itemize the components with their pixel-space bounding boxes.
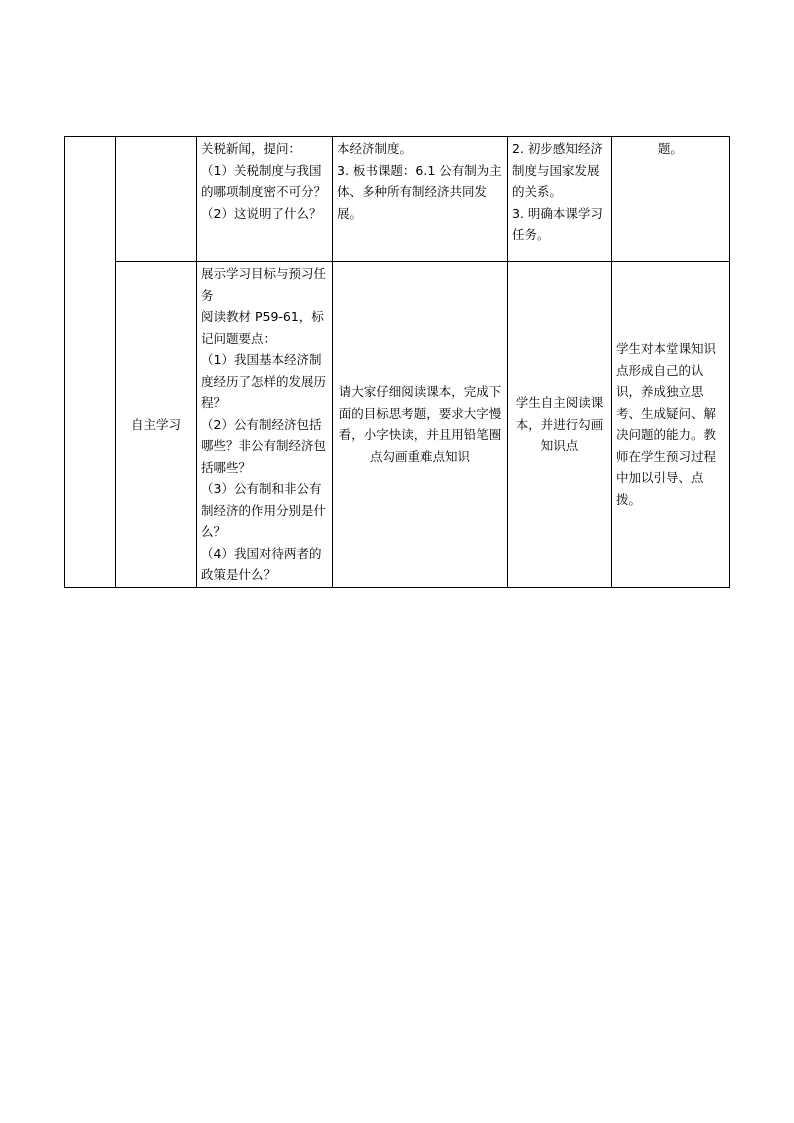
design-intent-cell: 题。: [612, 137, 730, 262]
table-row: [65, 137, 730, 262]
teacher-guidance-cell: 本经济制度。 3. 板书课题：6.1 公有制为主体、多种所有制经济共同发展。: [333, 137, 508, 262]
table-row: [65, 262, 730, 588]
teacher-guidance-cell: 请大家仔细阅读课本，完成下面的目标思考题，要求大字慢看，小字快读，并且用铅笔圈点勾画重难点知识: [333, 262, 508, 588]
student-activity-cell: 学生自主阅读课本，并进行勾画知识点: [508, 262, 612, 588]
student-activity-cell: 2. 初步感知经济制度与国家发展的关系。 3. 明确本课学习任务。: [508, 137, 612, 262]
lesson-plan-table: [64, 136, 730, 588]
stage-cell: [116, 137, 197, 262]
teacher-activity-cell: 关税新闻，提问： （1）关税制度与我国的哪项制度密不可分？ （2）这说明了什么？: [197, 137, 333, 262]
design-intent-cell: 学生对本堂课知识点形成自己的认识，养成独立思考、生成疑问、解决问题的能力。教师在学生预习过程中加以引导、点拨。: [612, 262, 730, 588]
stage-cell: 自主学习: [116, 262, 197, 588]
teacher-activity-cell: 展示学习目标与预习任务 阅读教材 P59-61，标记问题要点： （1）我国基本经济制度经历了怎样的发展历程？ （2）公有制经济包括哪些？非公有制经济包括哪些？ （3）公有制和非公有制经济的作用分别是什么？ （4）我国对待两者的政策是什么？: [197, 262, 333, 588]
section-cell: [65, 137, 116, 588]
